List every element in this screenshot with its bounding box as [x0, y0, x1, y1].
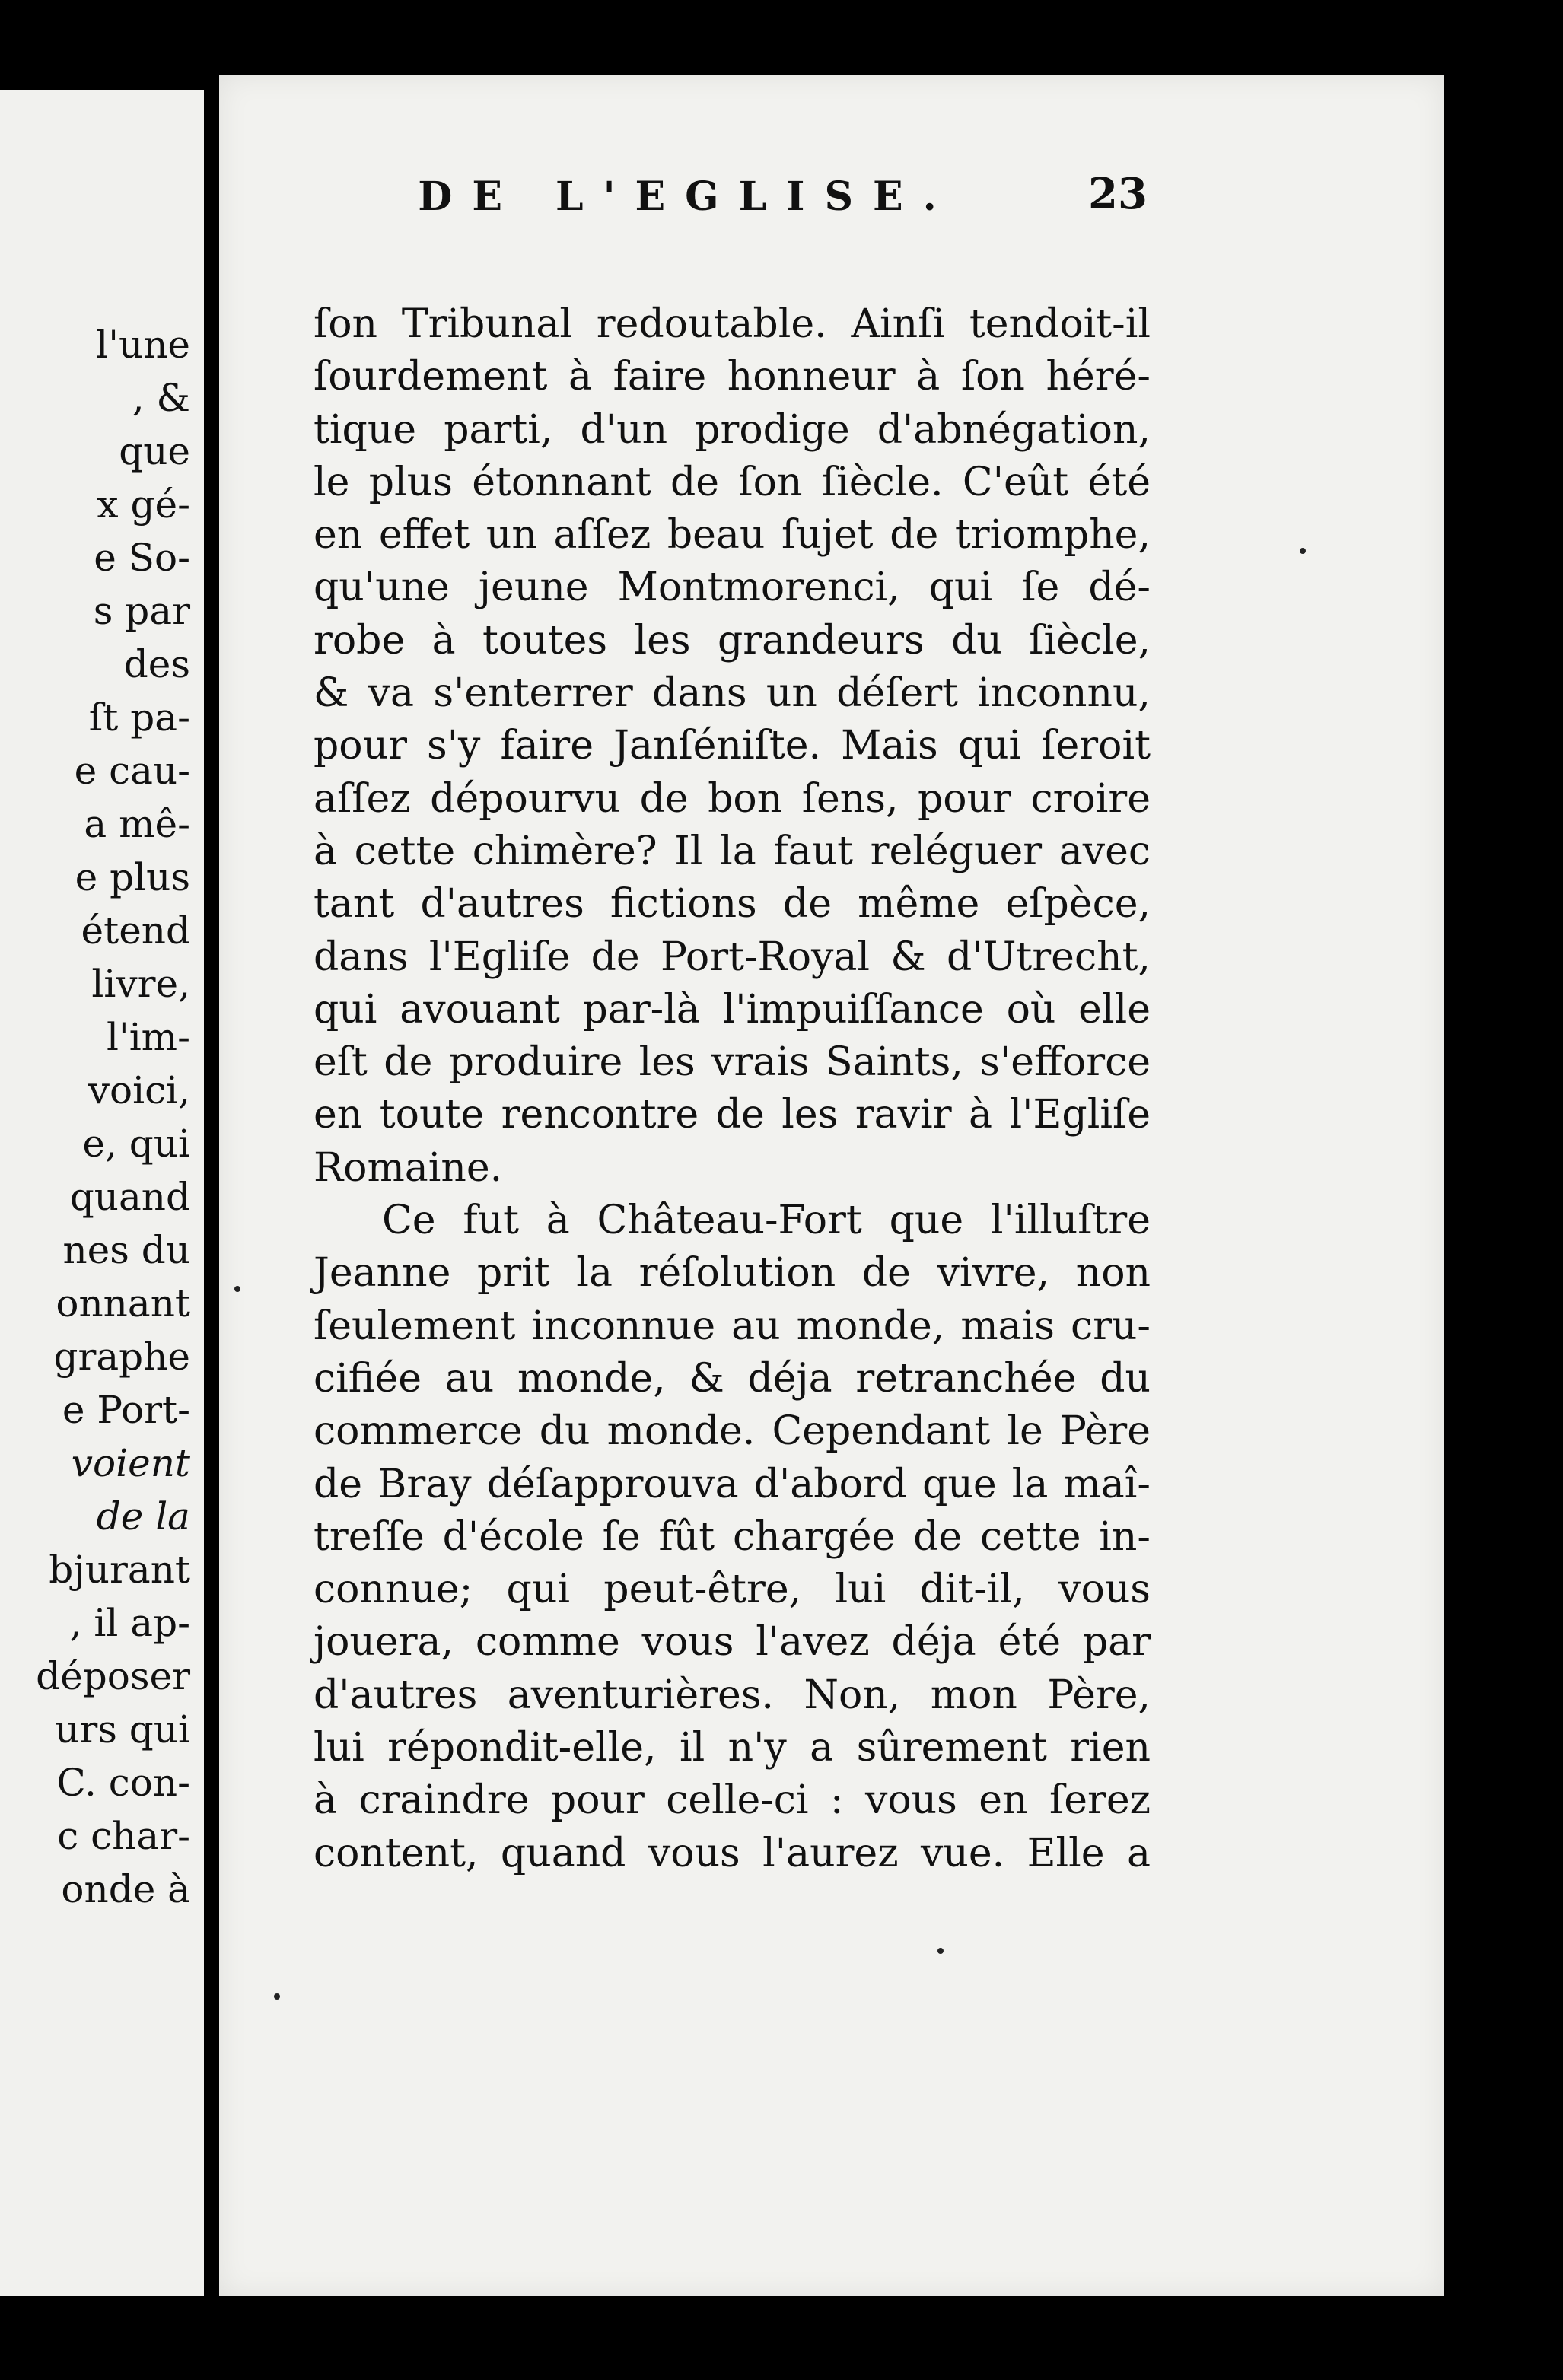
text-line: en toute rencontre de les ravir à l'Egliſe	[314, 1092, 1151, 1138]
text-line: lui répondit-elle, il n'y a sûrement rien	[314, 1725, 1151, 1771]
text-line: qu'une jeune Montmorenci, qui ſe dé-	[314, 565, 1151, 611]
book-gutter	[204, 0, 219, 2380]
text-line: tant d'autres fictions de même eſpèce,	[314, 881, 1151, 928]
text-line: eſt de produire les vrais Saints, s'efforce	[314, 1039, 1151, 1086]
text-line: Romaine.	[314, 1144, 503, 1191]
facing-page-line: nes du	[62, 1228, 190, 1272]
facing-page-line: déposer	[36, 1654, 190, 1698]
facing-page-line: voient	[71, 1441, 190, 1485]
text-line: commerce du monde. Cependant le Père	[314, 1408, 1151, 1455]
facing-page-line: que	[119, 429, 190, 473]
text-line: d'autres aventurières. Non, mon Père,	[314, 1672, 1151, 1718]
text-line: robe à toutes les grandeurs du ſiècle,	[314, 617, 1151, 663]
paragraph-1	[314, 298, 1151, 1195]
facing-page-left	[0, 90, 205, 2296]
text-line: content, quand vous l'aurez vue. Elle a	[314, 1830, 1151, 1876]
facing-page-line: onnant	[56, 1281, 190, 1325]
running-header-title: DE L'EGLISE.	[418, 173, 957, 220]
facing-page-line: étend	[81, 908, 190, 953]
facing-page-line: , il ap-	[69, 1601, 190, 1645]
facing-page-line: e Port-	[62, 1388, 190, 1432]
text-line: jouera, comme vous l'avez déja été par	[314, 1619, 1151, 1666]
facing-page-line: bjurant	[49, 1548, 190, 1592]
text-line: Jeanne prit la réſolution de vivre, non	[314, 1250, 1151, 1297]
facing-page-line: e So-	[94, 536, 190, 580]
text-line: cifiée au monde, & déja retranchée du	[314, 1355, 1151, 1402]
paper-speck	[1300, 548, 1306, 554]
facing-page-line: ſt pa-	[88, 695, 190, 740]
facing-page-line: c char-	[57, 1814, 190, 1858]
text-line: connue; qui peut-être, lui dit-il, vous	[314, 1567, 1151, 1613]
text-line: à cette chimère? Il la faut reléguer avec	[314, 828, 1151, 874]
text-line: treſſe d'école ſe fût chargée de cette in-	[314, 1513, 1151, 1560]
facing-page-line: urs qui	[55, 1707, 190, 1752]
facing-page-line: de la	[96, 1494, 190, 1538]
paragraph-2	[314, 1195, 1151, 1880]
facing-page-line: x gé-	[97, 482, 190, 527]
facing-page-text	[36, 318, 190, 1916]
facing-page-line: graphe	[53, 1335, 190, 1379]
text-line: ſourdement à faire honneur à ſon héré-	[314, 354, 1151, 400]
facing-page-line: des	[123, 642, 190, 686]
paper-speck	[274, 1993, 280, 2000]
paper-speck	[234, 1286, 240, 1292]
text-line: tique parti, d'un prodige d'abnégation,	[314, 406, 1151, 453]
facing-page-line: e cau-	[74, 749, 190, 793]
text-line: qui avouant par-là l'impuiſſance où elle	[314, 986, 1151, 1032]
facing-page-line: e, qui	[82, 1122, 190, 1166]
text-line: pour s'y faire Janſéniſte. Mais qui ſeroit	[314, 723, 1151, 769]
facing-page-line: , &	[132, 376, 190, 420]
text-line: Ce fut à Château-Fort que l'illuſtre	[382, 1198, 1151, 1244]
facing-page-line: a mê-	[84, 802, 190, 846]
text-line: le plus étonnant de ſon ſiècle. C'eût été	[314, 459, 1151, 505]
text-line: dans l'Egliſe de Port-Royal & d'Utrecht,	[314, 934, 1151, 980]
facing-page-line: onde à	[61, 1867, 190, 1911]
text-line: aſſez dépourvu de bon ſens, pour croire	[314, 775, 1151, 822]
facing-page-line: quand	[69, 1175, 190, 1219]
facing-page-line: C. con-	[56, 1761, 190, 1805]
facing-page-line: voici,	[88, 1068, 190, 1112]
text-line: ſeulement inconnue au monde, mais cru-	[314, 1303, 1151, 1349]
facing-page-line: s par	[93, 589, 190, 633]
paper-speck	[937, 1948, 944, 1954]
text-line: à craindre pour celle-ci : vous en ſerez	[314, 1777, 1151, 1824]
text-line: de Bray déſapprouva d'abord que la maî-	[314, 1461, 1151, 1507]
running-header	[257, 173, 1117, 220]
facing-page-line: livre,	[91, 962, 190, 1006]
text-line: & va s'enterrer dans un déſert inconnu,	[314, 670, 1151, 717]
page-body	[314, 298, 1151, 1880]
facing-page-line: e plus	[75, 855, 190, 899]
page-number: 23	[1088, 169, 1148, 219]
text-line: ſon Tribunal redoutable. Ainſi tendoit-il	[314, 301, 1151, 347]
facing-page-line: l'im-	[106, 1015, 190, 1059]
facing-page-line: l'une	[96, 323, 190, 367]
text-line: en effet un aſſez beau ſujet de triomphe,	[314, 512, 1151, 558]
